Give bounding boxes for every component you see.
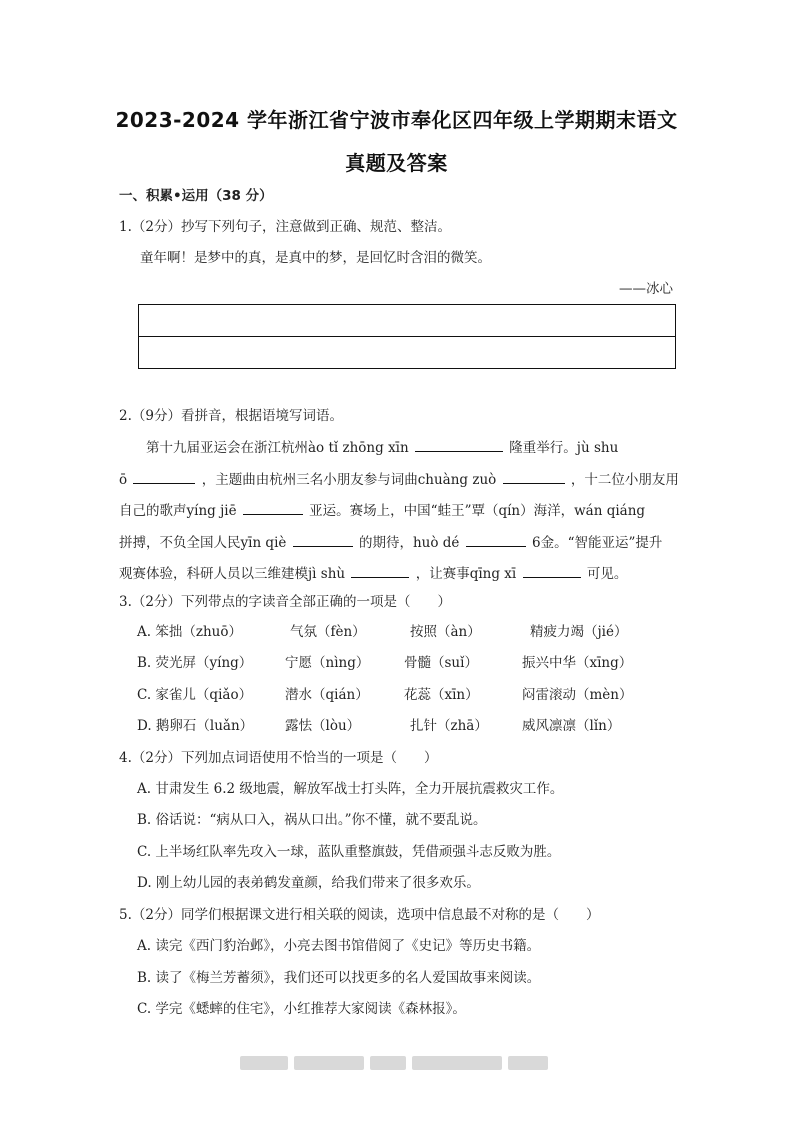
q2-text: 6金。“智能亚运”提升 [532,535,663,551]
answer-blank[interactable] [503,469,565,484]
answer-blank[interactable] [523,563,581,578]
question-4-stem: 4.（2分）下列加点词语使用不恰当的一项是（ ） [119,750,438,766]
q3-option-a-2: 气氛（fèn） [290,624,366,640]
q2-text: 第十九届亚运会在浙江杭州ào tǐ zhōng xīn [146,440,409,456]
q3-option-d-4: 威风凛凛（lǐn） [522,718,621,734]
question-1-sentence: 童年啊！是梦中的真，是真中的梦，是回忆时含泪的微笑。 [140,250,491,266]
question-2-line-5 [119,563,679,584]
question-1-author: ——冰心 [619,281,673,297]
q5-option-c[interactable]: C. 学完《蟋蟀的住宅》，小红推荐大家阅读《森林报》。 [137,1001,466,1017]
q2-text: 亚运。赛场上，中国“蛙王”覃（qín）海洋，wán qiáng [309,503,646,519]
q2-text: 隆重举行。jù shu [509,440,619,456]
q3-option-a-4: 精疲力竭（jié） [530,624,628,640]
q3-option-b-3: 骨髓（suǐ） [404,655,478,671]
question-2-stem: 2.（9分）看拼音，根据语境写词语。 [119,408,343,424]
section-heading: 一、积累•运用（38 分） [119,188,273,204]
q2-text: 观赛体验，科研人员以三维建模jì shù [119,566,346,582]
page-title-line-1: 2023-2024 学年浙江省宁波市奉化区四年级上学期期末语文 [115,108,678,132]
q3-option-b-2: 宁愿（nìng） [285,655,370,671]
q2-text: ，十二位小朋友用 [570,472,679,488]
blur-block [412,1056,502,1070]
blur-block [240,1056,288,1070]
question-2-line-2 [119,469,679,490]
page-title-line-2: 真题及答案 [345,151,448,175]
question-5-stem: 5.（2分）同学们根据课文进行相关联的阅读，选项中信息最不对称的是（ ） [119,907,600,923]
q2-text: ，让赛事qīng xī [415,566,517,582]
q3-option-c-4: 闷雷滚动（mèn） [522,687,633,703]
q5-option-a[interactable]: A. 读完《西门豹治邺》，小亮去图书馆借阅了《史记》等历史书籍。 [137,938,541,954]
answer-blank[interactable] [133,469,195,484]
q3-option-d-2: 露怯（lòu） [285,718,361,734]
q4-option-d[interactable]: D. 刚上幼儿园的表弟鹤发童颜，给我们带来了很多欢乐。 [137,875,480,891]
blur-block [370,1056,406,1070]
q2-text: 的期待，huò dé [358,535,460,551]
q4-option-c[interactable]: C. 上半场红队率先攻入一球，蓝队重整旗鼓，凭借顽强斗志反败为胜。 [137,844,561,860]
q2-text: ō [119,472,128,488]
q3-option-c-1[interactable]: C. 家雀儿（qiǎo） [137,687,253,703]
blurred-footer-watermark [240,1056,554,1070]
q3-option-b-1[interactable]: B. 荧光屏（yíng） [137,655,253,671]
copy-box-row-2[interactable] [138,336,676,369]
q3-option-d-3: 扎针（zhā） [410,718,488,734]
answer-blank[interactable] [415,437,503,452]
q2-text: 自己的歌声yíng jiē [119,503,237,519]
q4-option-b[interactable]: B. 俗话说：“病从口入，祸从口出。”你不懂，就不要乱说。 [137,812,487,828]
q3-option-d-1[interactable]: D. 鹅卵石（luǎn） [137,718,254,734]
answer-blank[interactable] [351,563,409,578]
q3-option-c-3: 花蕊（xīn） [404,687,479,703]
q2-text: ，主题曲由杭州三名小朋友参与词曲chuàng zuò [201,472,497,488]
answer-blank[interactable] [293,532,353,547]
q3-option-c-2: 潜水（qián） [285,687,369,703]
blur-block [294,1056,364,1070]
answer-blank[interactable] [243,500,303,515]
question-3-stem: 3.（2分）下列带点的字读音全部正确的一项是（ ） [119,594,451,610]
copy-box-row-1[interactable] [138,304,676,337]
q3-option-a-3: 按照（àn） [410,624,481,640]
q3-option-a-1[interactable]: A. 笨拙（zhuō） [137,624,242,640]
question-1-stem: 1.（2分）抄写下列句子，注意做到正确、规范、整洁。 [119,219,451,235]
q2-text: 可见。 [586,566,628,582]
question-2-line-4 [119,532,679,553]
q4-option-a[interactable]: A. 甘肃发生 6.2 级地震，解放军战士打头阵，全力开展抗震救灾工作。 [137,781,564,797]
blur-block [508,1056,548,1070]
answer-blank[interactable] [466,532,526,547]
q2-text: 拼搏，不负全国人民yīn qiè [119,535,287,551]
q3-option-b-4: 振兴中华（xīng） [522,655,633,671]
question-2-line-1 [146,437,706,458]
q5-option-b[interactable]: B. 读了《梅兰芳蓄须》，我们还可以找更多的名人爱国故事来阅读。 [137,970,541,986]
question-2-line-3 [119,500,679,521]
